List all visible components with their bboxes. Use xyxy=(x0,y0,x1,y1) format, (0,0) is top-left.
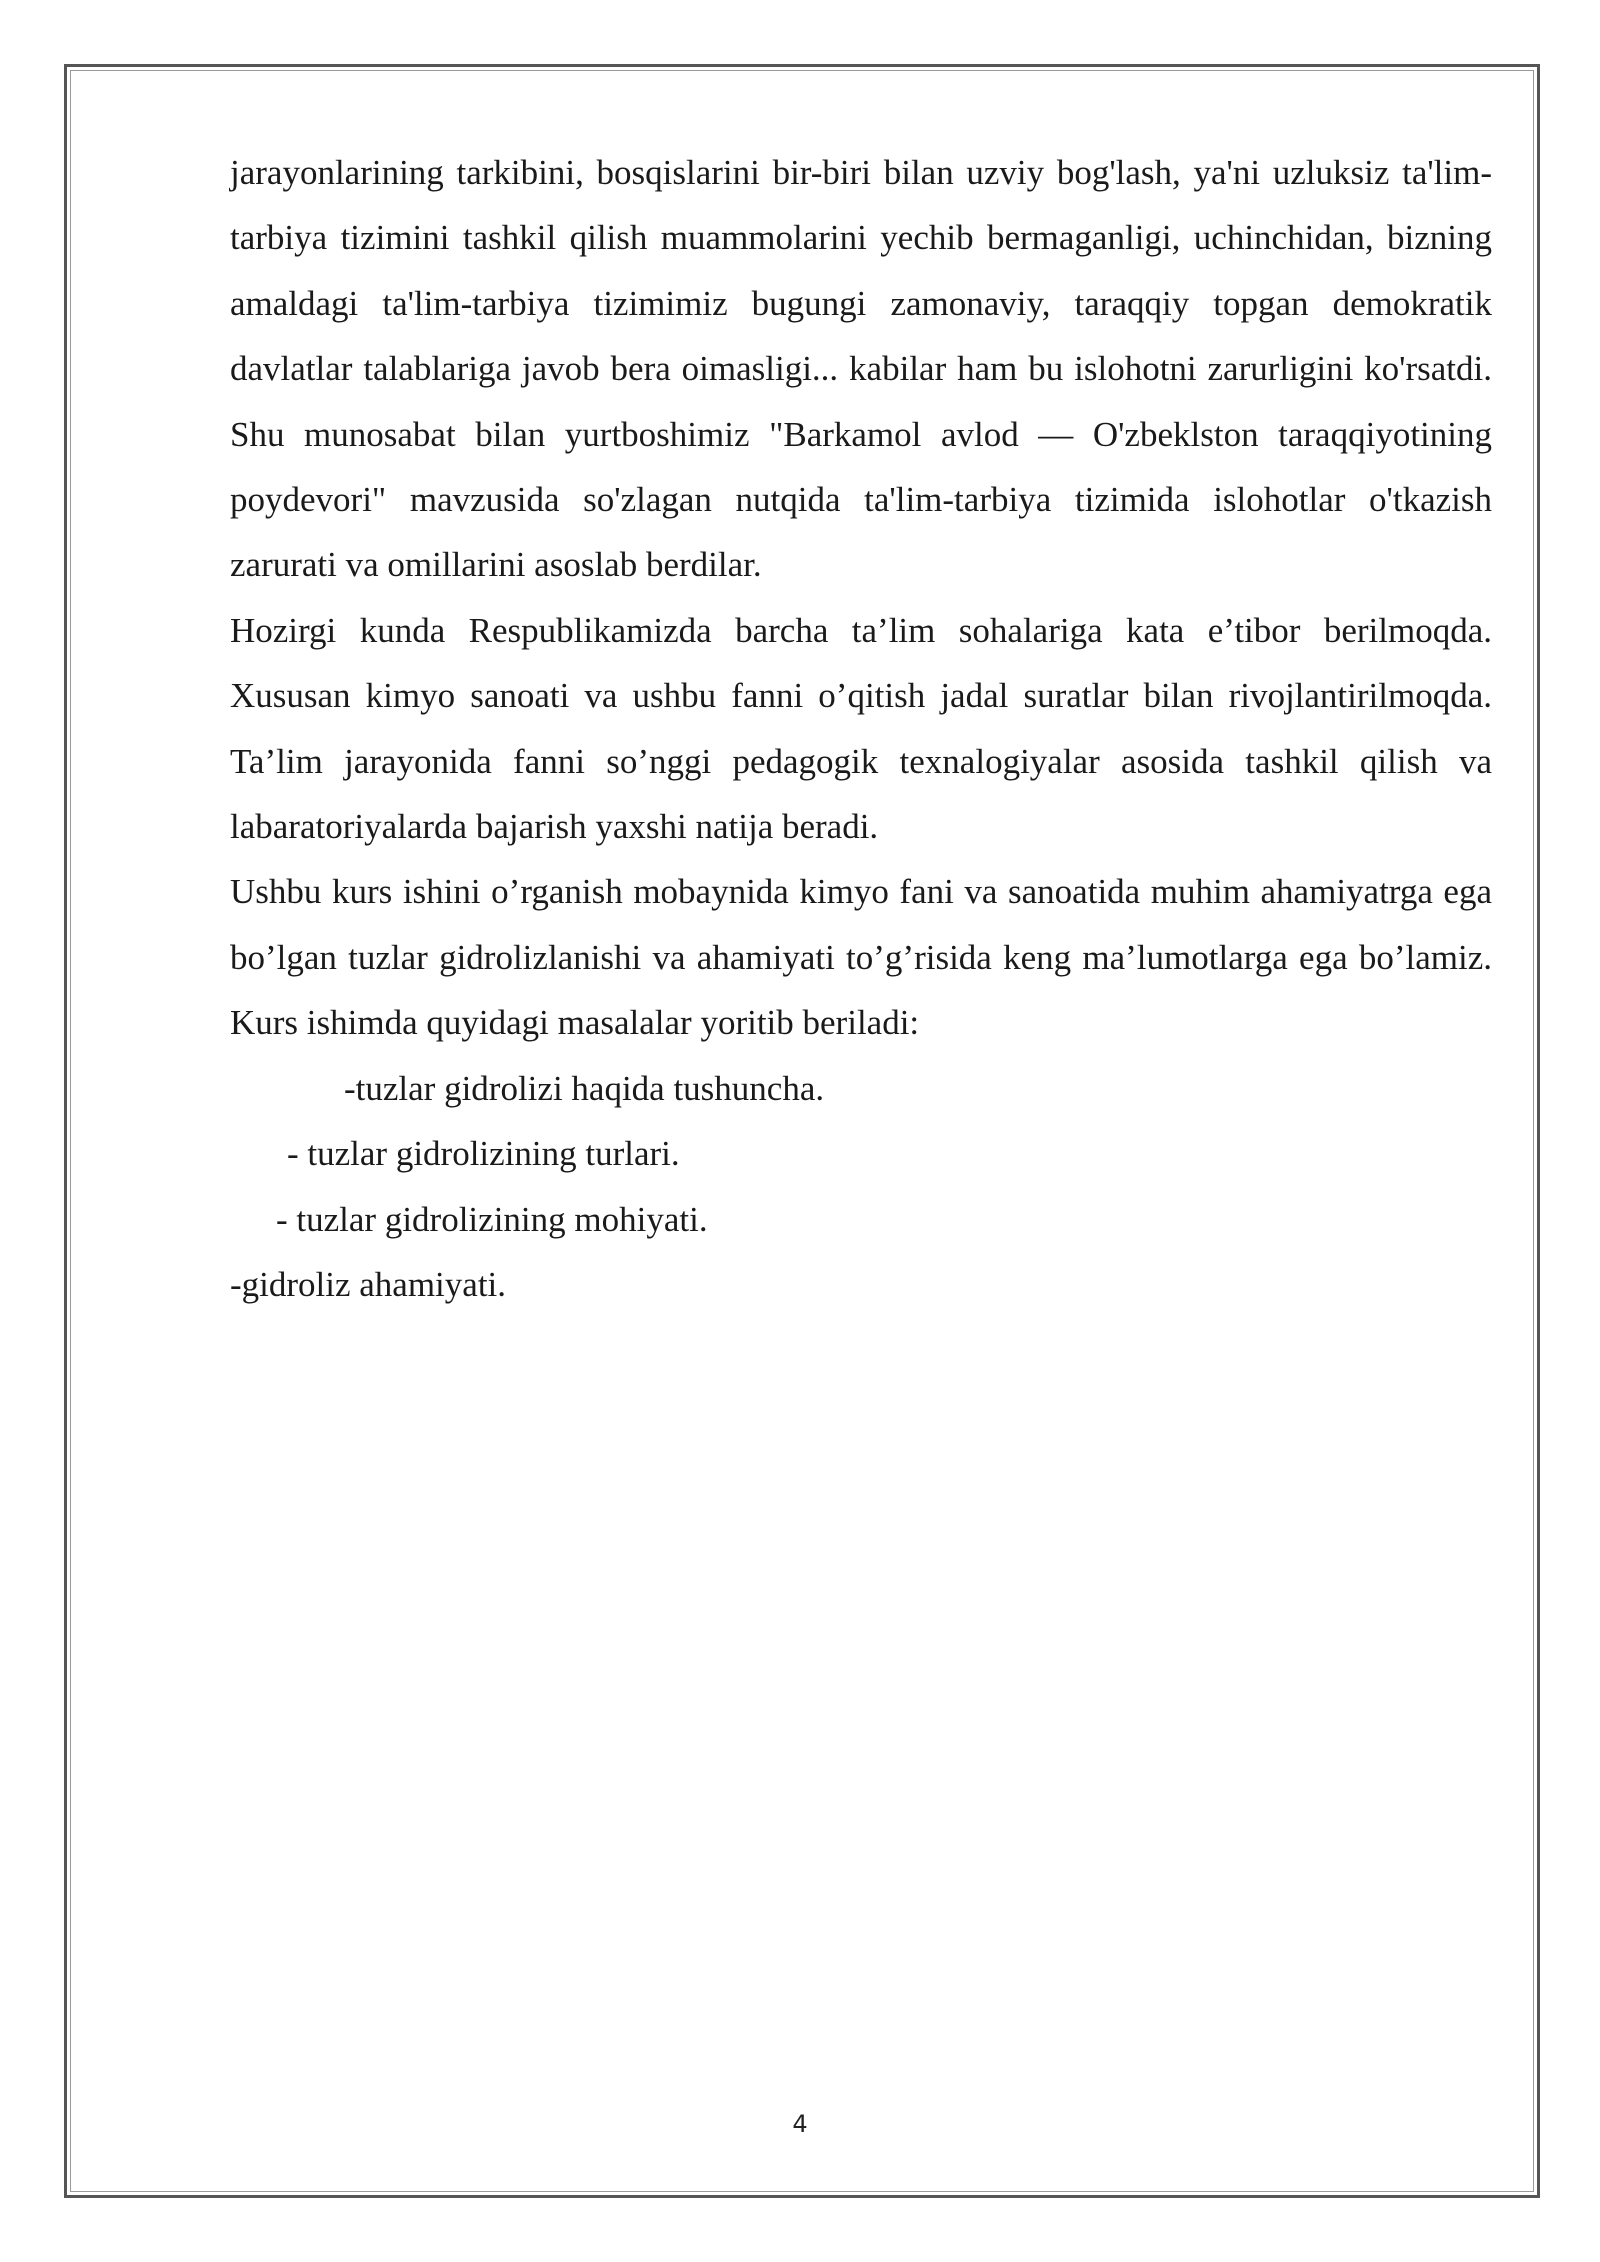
body-paragraph: Hozirgi kunda Respublikamizda barcha ta’lim sohalariga kata e’tibor berilmoqda. Xususan kimyo sanoati va ushbu fanni o’qitish jadal suratlar bilan rivojlantirilmoqda. Ta’lim jarayonida fanni so’nggi pedagogik texnalogiyalar asosida tashkil qilish va labaratoriyalarda bajarish yaxshi natija beradi. xyxy=(230,610,1492,847)
document-body xyxy=(230,140,1492,1317)
list-item: -gidroliz ahamiyati. xyxy=(230,1264,507,1304)
list-item: - tuzlar gidrolizining mohiyati. xyxy=(276,1199,708,1239)
list-item: - tuzlar gidrolizining turlari. xyxy=(287,1134,680,1174)
body-paragraph: jarayonlarining tarkibini, bosqislarini bir-biri bilan uzviy bog'lash, ya'ni uzluksiz ta'lim-tarbiya tizimini tashkil qilish muammolarini yechib bermaganligi, uchinchidan, bizning amaldagi ta'lim-tarbiya tizimimiz bugungi zamonaviy, taraqqiy topgan demokratik davlatlar talablariga javob bera oimasligi... kabilar ham bu islohotni zarurligini ko'rsatdi. Shu munosabat bilan yurtboshimiz "Barkamol avlod — O'zbeklston taraqqiyotining poydevori" mavzusida so'zlagan nutqida ta'lim-tarbiya tizimida islohotlar o'tkazish zarurati va omillarini asoslab berdilar. xyxy=(230,153,1492,585)
body-paragraph: Ushbu kurs ishini o’rganish mobaynida kimyo fani va sanoatida muhim ahamiyatrga ega bo’lgan tuzlar gidrolizlanishi va ahamiyati to’g’risida keng ma’lumotlarga ega bo’lamiz. Kurs ishimda quyidagi masalalar yoritib beriladi: xyxy=(230,872,1492,1043)
list-item: -tuzlar gidrolizi haqida tushuncha. xyxy=(344,1068,825,1108)
page-number: 4 xyxy=(792,2110,808,2138)
